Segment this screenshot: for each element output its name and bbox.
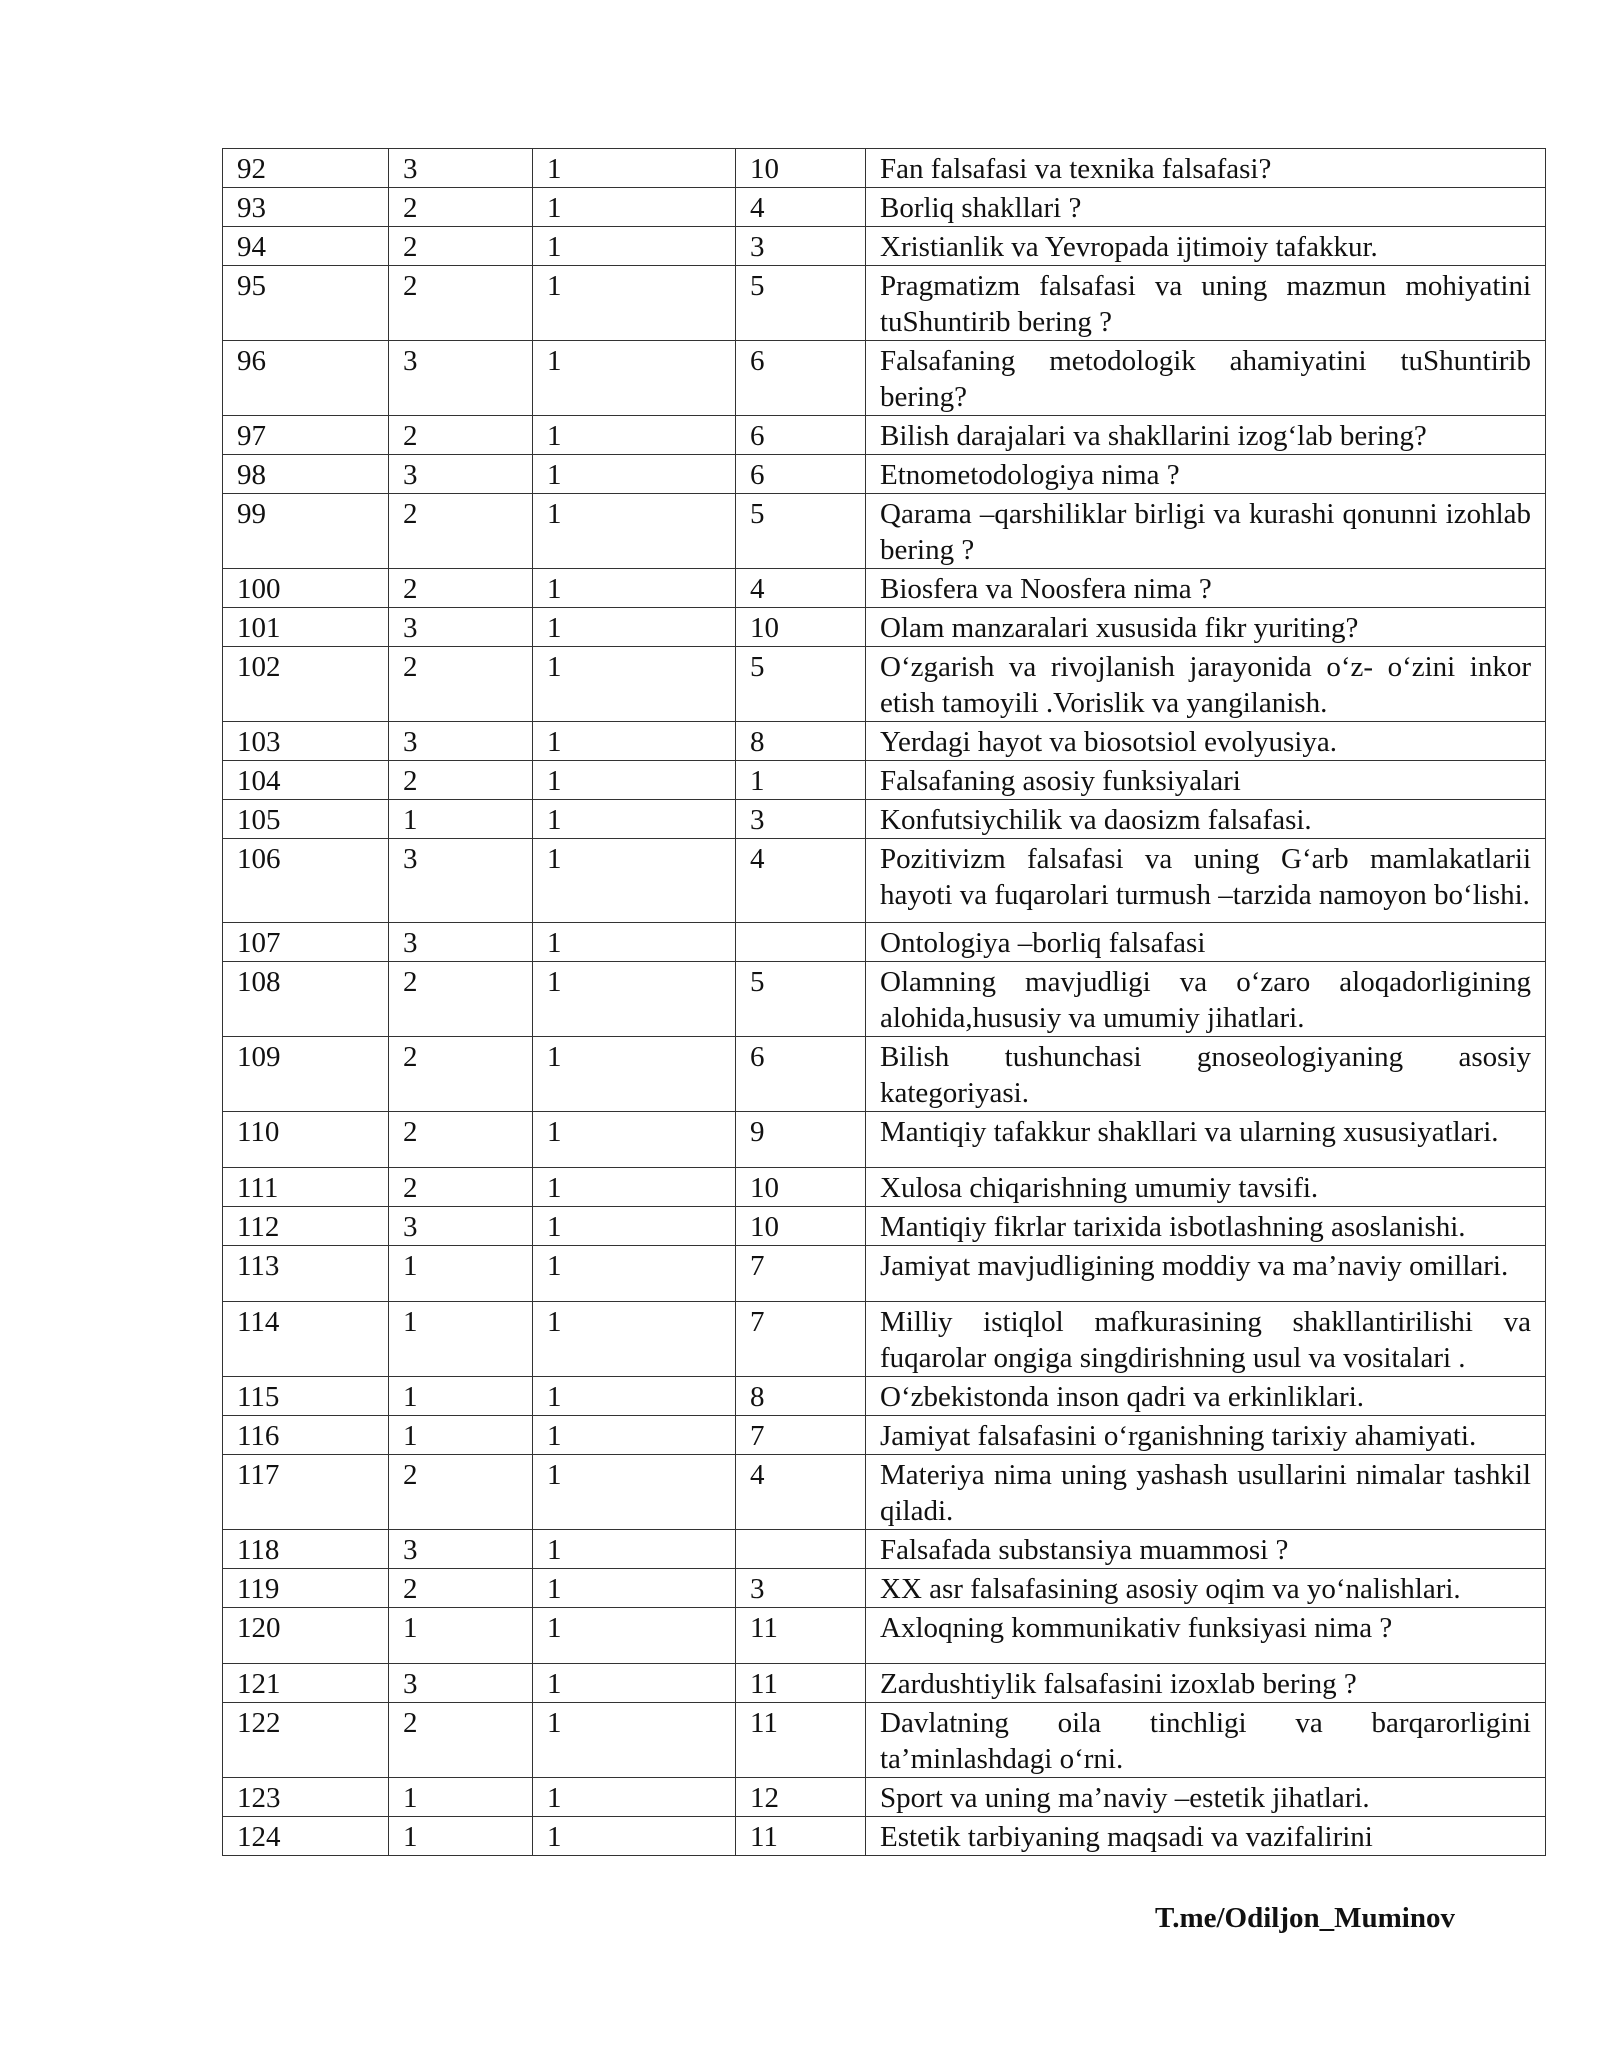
- question-text-cell: Bilish tushunchasi gnoseologiyaning asosiy kategoriyasi.: [866, 1037, 1546, 1112]
- question-text-cell: Qarama –qarshiliklar birligi va kurashi qonunni izohlab bering ?: [866, 494, 1546, 569]
- question-number-cell: 105: [223, 800, 389, 839]
- table-row: [223, 569, 1546, 608]
- topic-number-cell: 6: [736, 416, 866, 455]
- question-number-cell: 103: [223, 722, 389, 761]
- question-text-cell: Jamiyat falsafasini o‘rganishning tarixiy ahamiyati.: [866, 1416, 1546, 1455]
- difficulty-level-cell: 1: [389, 1778, 533, 1817]
- score-cell: 1: [533, 1416, 736, 1455]
- topic-number-cell: 5: [736, 494, 866, 569]
- table-row: [223, 1778, 1546, 1817]
- topic-number-cell: [736, 923, 866, 962]
- score-cell: 1: [533, 1664, 736, 1703]
- table-row: [223, 722, 1546, 761]
- table-row: [223, 1530, 1546, 1569]
- table-row: [223, 494, 1546, 569]
- score-cell: 1: [533, 839, 736, 923]
- topic-number-cell: 1: [736, 761, 866, 800]
- topic-number-cell: 11: [736, 1664, 866, 1703]
- table-row: [223, 608, 1546, 647]
- question-text-cell: Materiya nima uning yashash usullarini nimalar tashkil qiladi.: [866, 1455, 1546, 1530]
- difficulty-level-cell: 1: [389, 1377, 533, 1416]
- difficulty-level-cell: 2: [389, 494, 533, 569]
- question-number-cell: 93: [223, 188, 389, 227]
- score-cell: 1: [533, 1569, 736, 1608]
- question-text-cell: Estetik tarbiyaning maqsadi va vazifalirini: [866, 1817, 1546, 1856]
- question-number-cell: 114: [223, 1302, 389, 1377]
- difficulty-level-cell: 3: [389, 608, 533, 647]
- score-cell: 1: [533, 494, 736, 569]
- table-row: [223, 1037, 1546, 1112]
- question-text-cell: Xristianlik va Yevropada ijtimoiy tafakkur.: [866, 227, 1546, 266]
- topic-number-cell: 6: [736, 455, 866, 494]
- question-text-cell: Pozitivizm falsafasi va uning G‘arb mamlakatlarii hayoti va fuqarolari turmush –tarzida namoyon bo‘lishi.: [866, 839, 1546, 923]
- question-text-cell: Etnometodologiya nima ?: [866, 455, 1546, 494]
- score-cell: 1: [533, 722, 736, 761]
- score-cell: 1: [533, 188, 736, 227]
- question-number-cell: 97: [223, 416, 389, 455]
- topic-number-cell: 7: [736, 1302, 866, 1377]
- table-row: [223, 1377, 1546, 1416]
- topic-number-cell: 8: [736, 722, 866, 761]
- difficulty-level-cell: 1: [389, 1416, 533, 1455]
- topic-number-cell: 10: [736, 1207, 866, 1246]
- question-text-cell: Xulosa chiqarishning umumiy tavsifi.: [866, 1168, 1546, 1207]
- difficulty-level-cell: 3: [389, 341, 533, 416]
- table-row: [223, 1455, 1546, 1530]
- question-number-cell: 123: [223, 1778, 389, 1817]
- question-number-cell: 107: [223, 923, 389, 962]
- question-text-cell: Falsafada substansiya muammosi ?: [866, 1530, 1546, 1569]
- table-row: [223, 416, 1546, 455]
- score-cell: 1: [533, 1703, 736, 1778]
- difficulty-level-cell: 2: [389, 962, 533, 1037]
- table-row: [223, 1168, 1546, 1207]
- question-text-cell: Mantiqiy fikrlar tarixida isbotlashning asoslanishi.: [866, 1207, 1546, 1246]
- topic-number-cell: 11: [736, 1703, 866, 1778]
- topic-number-cell: 8: [736, 1377, 866, 1416]
- score-cell: 1: [533, 227, 736, 266]
- table-row: [223, 266, 1546, 341]
- table-row: [223, 1246, 1546, 1302]
- difficulty-level-cell: 2: [389, 416, 533, 455]
- score-cell: 1: [533, 1455, 736, 1530]
- score-cell: 1: [533, 1608, 736, 1664]
- topic-number-cell: 4: [736, 188, 866, 227]
- score-cell: 1: [533, 1817, 736, 1856]
- score-cell: 1: [533, 455, 736, 494]
- difficulty-level-cell: 2: [389, 647, 533, 722]
- score-cell: 1: [533, 1778, 736, 1817]
- difficulty-level-cell: 2: [389, 188, 533, 227]
- question-text-cell: Bilish darajalari va shakllarini izog‘lab bering?: [866, 416, 1546, 455]
- score-cell: 1: [533, 569, 736, 608]
- difficulty-level-cell: 3: [389, 722, 533, 761]
- difficulty-level-cell: 1: [389, 1246, 533, 1302]
- score-cell: 1: [533, 1377, 736, 1416]
- question-text-cell: Axloqning kommunikativ funksiyasi nima ?: [866, 1608, 1546, 1664]
- question-number-cell: 110: [223, 1112, 389, 1168]
- question-number-cell: 109: [223, 1037, 389, 1112]
- difficulty-level-cell: 3: [389, 455, 533, 494]
- question-number-cell: 117: [223, 1455, 389, 1530]
- topic-number-cell: 10: [736, 149, 866, 188]
- difficulty-level-cell: 3: [389, 1664, 533, 1703]
- table-row: [223, 1416, 1546, 1455]
- difficulty-level-cell: 2: [389, 1569, 533, 1608]
- topic-number-cell: 11: [736, 1817, 866, 1856]
- question-text-cell: Fan falsafasi va texnika falsafasi?: [866, 149, 1546, 188]
- table-row: [223, 761, 1546, 800]
- question-number-cell: 122: [223, 1703, 389, 1778]
- question-text-cell: Mantiqiy tafakkur shakllari va ularning xususiyatlari.: [866, 1112, 1546, 1168]
- table-row: [223, 188, 1546, 227]
- table-row: [223, 1302, 1546, 1377]
- score-cell: 1: [533, 1037, 736, 1112]
- table-row: [223, 1569, 1546, 1608]
- question-number-cell: 116: [223, 1416, 389, 1455]
- score-cell: 1: [533, 1112, 736, 1168]
- question-number-cell: 112: [223, 1207, 389, 1246]
- question-text-cell: O‘zbekistonda inson qadri va erkinliklari.: [866, 1377, 1546, 1416]
- difficulty-level-cell: 1: [389, 1817, 533, 1856]
- question-text-cell: Biosfera va Noosfera nima ?: [866, 569, 1546, 608]
- table-row: [223, 227, 1546, 266]
- question-number-cell: 118: [223, 1530, 389, 1569]
- question-number-cell: 111: [223, 1168, 389, 1207]
- topic-number-cell: 10: [736, 608, 866, 647]
- question-text-cell: Konfutsiychilik va daosizm falsafasi.: [866, 800, 1546, 839]
- score-cell: 1: [533, 149, 736, 188]
- table-row: [223, 1817, 1546, 1856]
- score-cell: 1: [533, 1246, 736, 1302]
- topic-number-cell: 11: [736, 1608, 866, 1664]
- topic-number-cell: 4: [736, 569, 866, 608]
- table-row: [223, 341, 1546, 416]
- question-text-cell: O‘zgarish va rivojlanish jarayonida o‘z- o‘zini inkor etish tamoyili .Vorislik va yangilanish.: [866, 647, 1546, 722]
- question-number-cell: 119: [223, 1569, 389, 1608]
- difficulty-level-cell: 2: [389, 1703, 533, 1778]
- score-cell: 1: [533, 416, 736, 455]
- question-text-cell: Falsafaning metodologik ahamiyatini tuShuntirib bering?: [866, 341, 1546, 416]
- topic-number-cell: 4: [736, 839, 866, 923]
- question-text-cell: Milliy istiqlol mafkurasining shakllantirilishi va fuqarolar ongiga singdirishning usul va vositalari .: [866, 1302, 1546, 1377]
- difficulty-level-cell: 3: [389, 839, 533, 923]
- question-text-cell: Borliq shakllari ?: [866, 188, 1546, 227]
- difficulty-level-cell: 2: [389, 1168, 533, 1207]
- score-cell: 1: [533, 608, 736, 647]
- topic-number-cell: [736, 1530, 866, 1569]
- topic-number-cell: 5: [736, 962, 866, 1037]
- difficulty-level-cell: 2: [389, 227, 533, 266]
- question-number-cell: 100: [223, 569, 389, 608]
- question-text-cell: Olamning mavjudligi va o‘zaro aloqadorligining alohida,hususiy va umumiy jihatlari.: [866, 962, 1546, 1037]
- topic-number-cell: 5: [736, 647, 866, 722]
- table-row: [223, 923, 1546, 962]
- score-cell: 1: [533, 1302, 736, 1377]
- difficulty-level-cell: 1: [389, 1608, 533, 1664]
- table-row: [223, 647, 1546, 722]
- score-cell: 1: [533, 647, 736, 722]
- table-row: [223, 1608, 1546, 1664]
- difficulty-level-cell: 2: [389, 1112, 533, 1168]
- score-cell: 1: [533, 1168, 736, 1207]
- table-row: [223, 839, 1546, 923]
- score-cell: 1: [533, 1207, 736, 1246]
- difficulty-level-cell: 3: [389, 1207, 533, 1246]
- score-cell: 1: [533, 962, 736, 1037]
- difficulty-level-cell: 2: [389, 266, 533, 341]
- topic-number-cell: 6: [736, 1037, 866, 1112]
- difficulty-level-cell: 1: [389, 1302, 533, 1377]
- topic-number-cell: 6: [736, 341, 866, 416]
- topic-number-cell: 12: [736, 1778, 866, 1817]
- question-number-cell: 102: [223, 647, 389, 722]
- table-row: [223, 800, 1546, 839]
- question-number-cell: 94: [223, 227, 389, 266]
- question-number-cell: 106: [223, 839, 389, 923]
- question-text-cell: Falsafaning asosiy funksiyalari: [866, 761, 1546, 800]
- question-text-cell: Zardushtiylik falsafasini izoxlab bering ?: [866, 1664, 1546, 1703]
- footer-telegram-link: T.me/Odiljon_Muminov: [1155, 1902, 1455, 1934]
- difficulty-level-cell: 2: [389, 1037, 533, 1112]
- question-number-cell: 120: [223, 1608, 389, 1664]
- difficulty-level-cell: 2: [389, 761, 533, 800]
- topic-number-cell: 7: [736, 1416, 866, 1455]
- question-number-cell: 115: [223, 1377, 389, 1416]
- table-row: [223, 149, 1546, 188]
- question-text-cell: Sport va uning ma’naviy –estetik jihatlari.: [866, 1778, 1546, 1817]
- question-number-cell: 113: [223, 1246, 389, 1302]
- question-number-cell: 104: [223, 761, 389, 800]
- score-cell: 1: [533, 341, 736, 416]
- difficulty-level-cell: 2: [389, 1455, 533, 1530]
- difficulty-level-cell: 3: [389, 149, 533, 188]
- score-cell: 1: [533, 761, 736, 800]
- topic-number-cell: 3: [736, 227, 866, 266]
- difficulty-level-cell: 2: [389, 569, 533, 608]
- question-number-cell: 101: [223, 608, 389, 647]
- question-number-cell: 95: [223, 266, 389, 341]
- topic-number-cell: 4: [736, 1455, 866, 1530]
- topic-number-cell: 5: [736, 266, 866, 341]
- question-number-cell: 99: [223, 494, 389, 569]
- difficulty-level-cell: 3: [389, 1530, 533, 1569]
- topic-number-cell: 7: [736, 1246, 866, 1302]
- table-row: [223, 455, 1546, 494]
- question-number-cell: 98: [223, 455, 389, 494]
- score-cell: 1: [533, 266, 736, 341]
- question-text-cell: Davlatning oila tinchligi va barqarorligini ta’minlashdagi o‘rni.: [866, 1703, 1546, 1778]
- question-text-cell: Yerdagi hayot va biosotsiol evolyusiya.: [866, 722, 1546, 761]
- topic-number-cell: 3: [736, 1569, 866, 1608]
- score-cell: 1: [533, 1530, 736, 1569]
- question-number-cell: 92: [223, 149, 389, 188]
- table-row: [223, 962, 1546, 1037]
- question-number-cell: 121: [223, 1664, 389, 1703]
- questions-table: [222, 148, 1546, 1856]
- question-text-cell: Ontologiya –borliq falsafasi: [866, 923, 1546, 962]
- table-row: [223, 1664, 1546, 1703]
- question-text-cell: XX asr falsafasining asosiy oqim va yo‘nalishlari.: [866, 1569, 1546, 1608]
- question-text-cell: Olam manzaralari xususida fikr yuriting?: [866, 608, 1546, 647]
- table-row: [223, 1207, 1546, 1246]
- topic-number-cell: 9: [736, 1112, 866, 1168]
- question-text-cell: Jamiyat mavjudligining moddiy va ma’naviy omillari.: [866, 1246, 1546, 1302]
- questions-table-body: [223, 149, 1546, 1856]
- question-text-cell: Pragmatizm falsafasi va uning mazmun mohiyatini tuShuntirib bering ?: [866, 266, 1546, 341]
- score-cell: 1: [533, 923, 736, 962]
- question-number-cell: 124: [223, 1817, 389, 1856]
- table-row: [223, 1703, 1546, 1778]
- table-row: [223, 1112, 1546, 1168]
- score-cell: 1: [533, 800, 736, 839]
- question-number-cell: 96: [223, 341, 389, 416]
- difficulty-level-cell: 3: [389, 923, 533, 962]
- topic-number-cell: 10: [736, 1168, 866, 1207]
- topic-number-cell: 3: [736, 800, 866, 839]
- question-number-cell: 108: [223, 962, 389, 1037]
- difficulty-level-cell: 1: [389, 800, 533, 839]
